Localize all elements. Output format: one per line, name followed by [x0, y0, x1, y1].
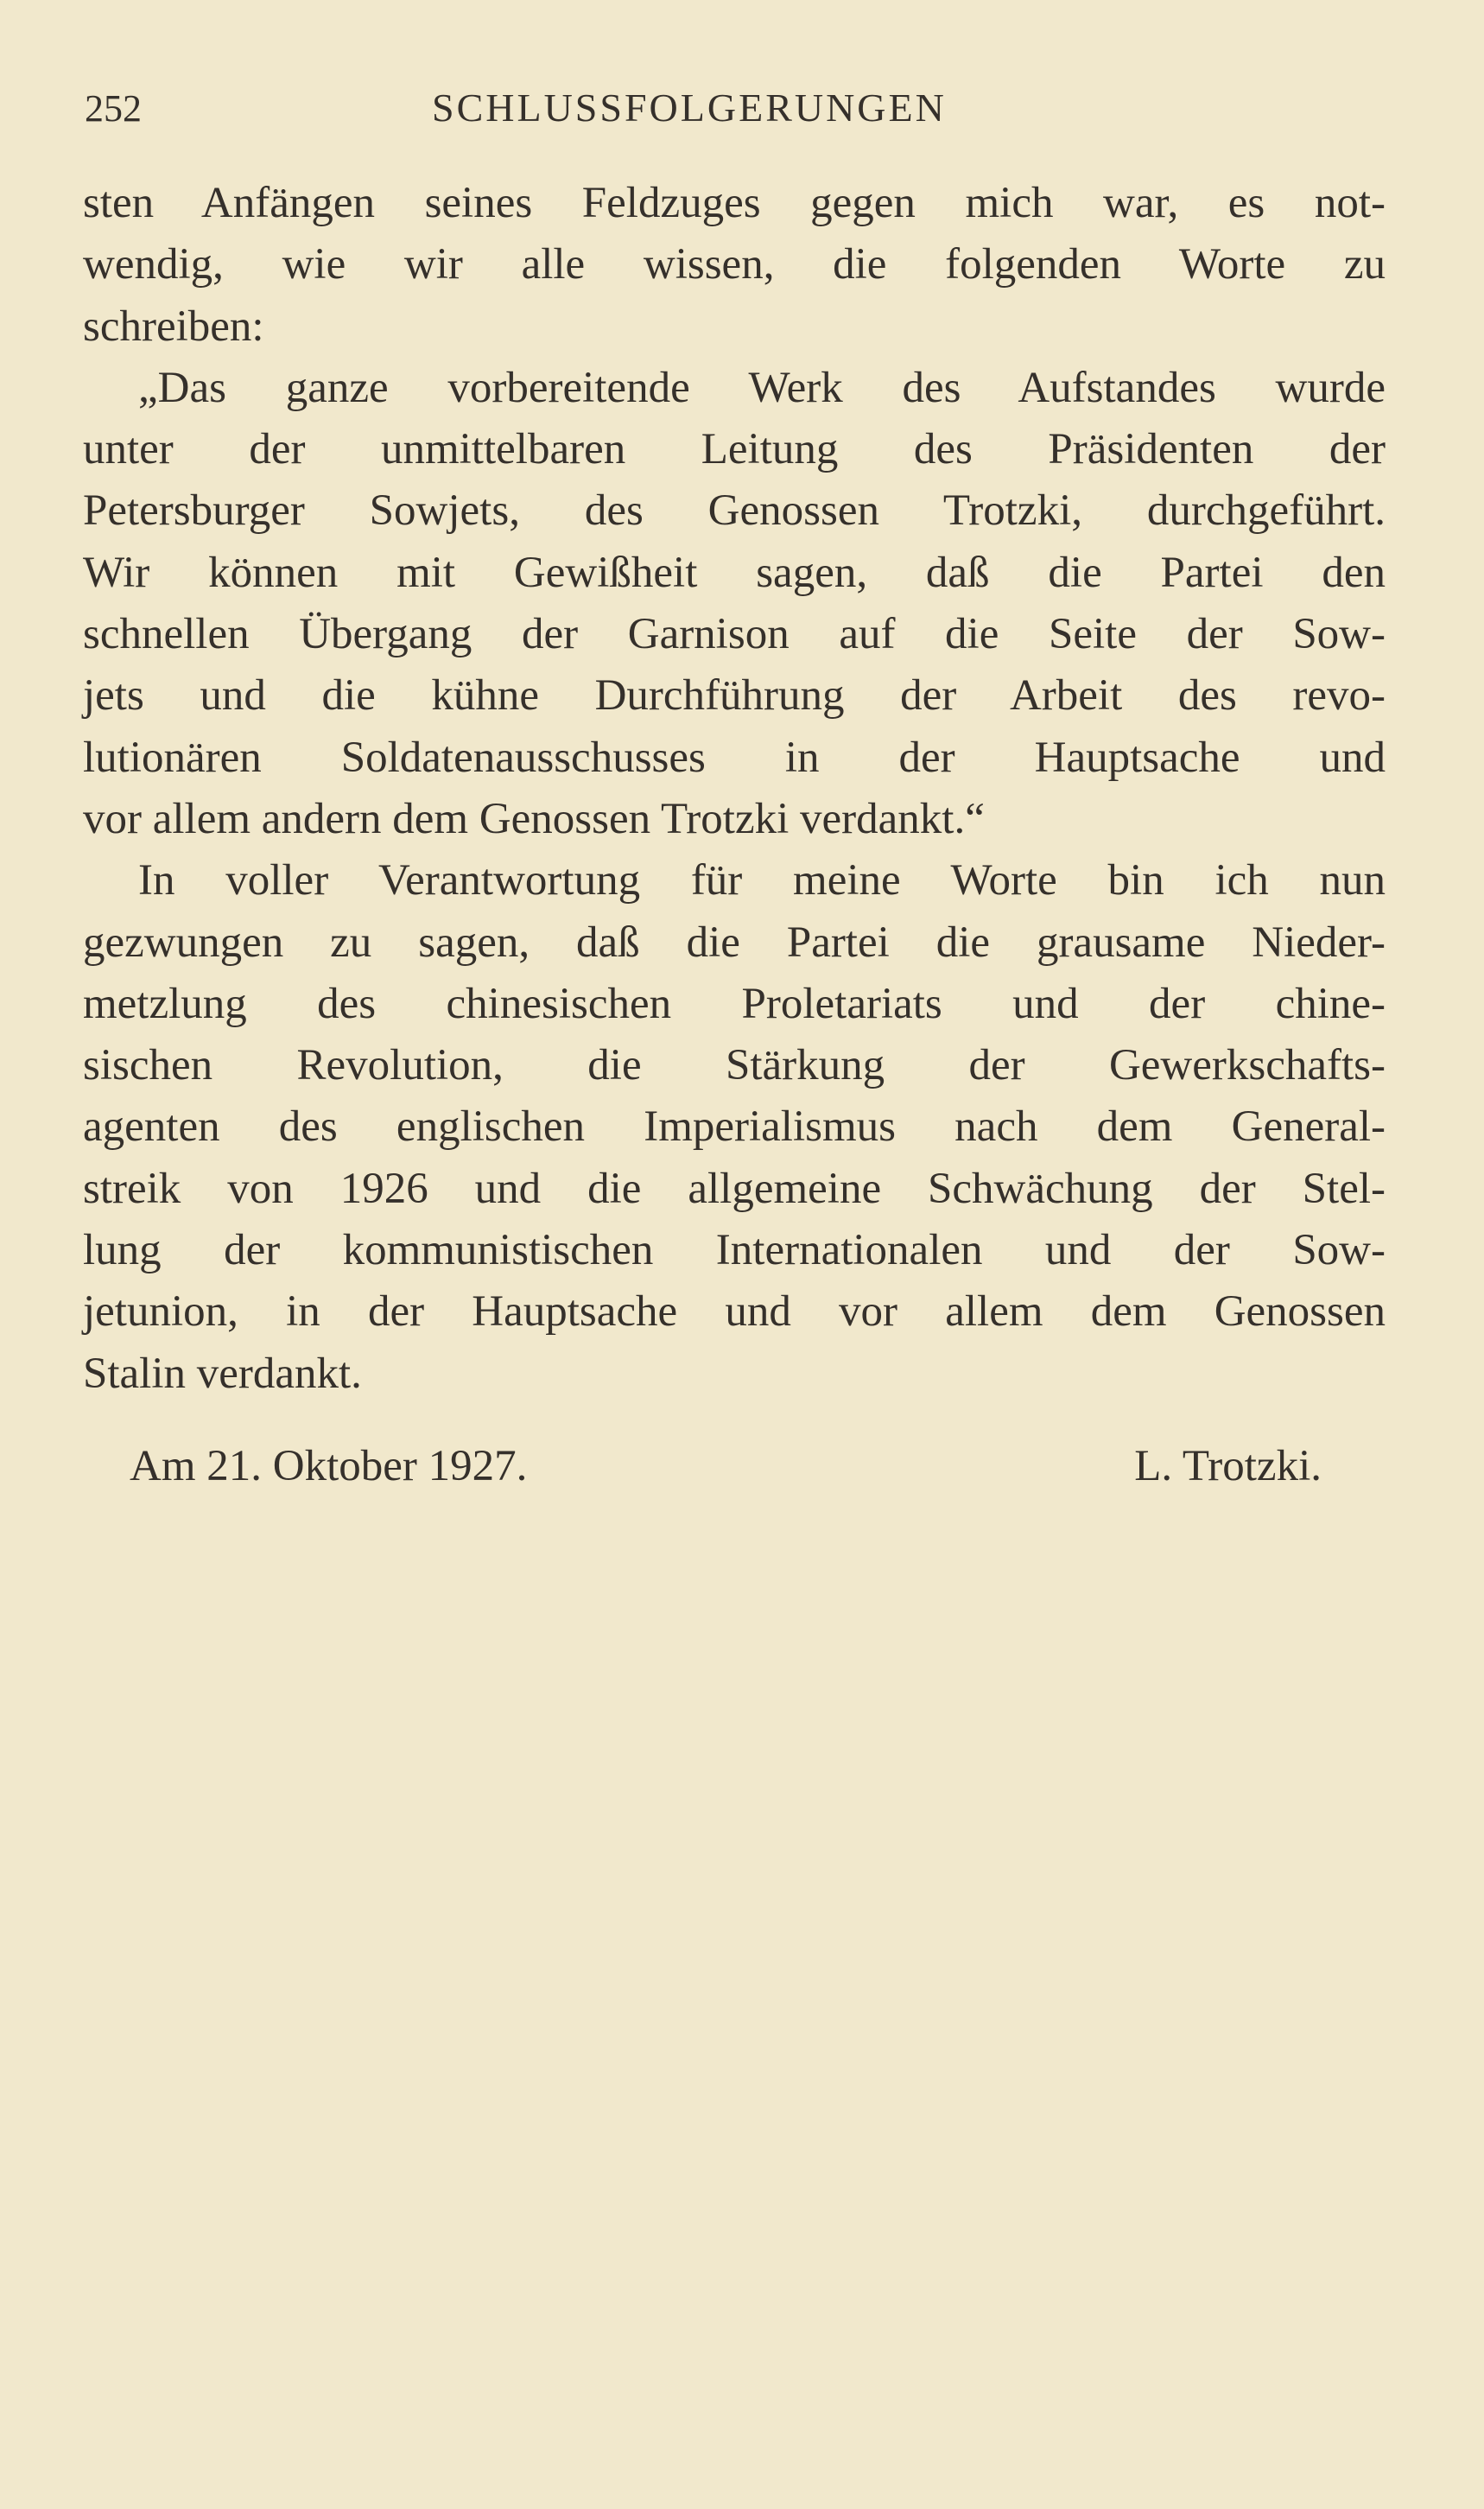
running-title: SCHLUSSFOLGERUNGEN — [432, 86, 947, 130]
text-line: jets und die kühne Durchführung der Arbeit des revo- — [83, 671, 1386, 721]
text-line: Petersburger Sowjets, des Genossen Trotzki, durchgeführt. — [83, 486, 1386, 536]
text-line: jetunion, in der Hauptsache und vor allem dem Genossen — [83, 1287, 1386, 1337]
text-line: lutionären Soldatenausschusses in der Hauptsache und — [83, 733, 1386, 782]
page-number: 252 — [85, 87, 142, 130]
text-line: In voller Verantwortung für meine Worte bin ich nun — [138, 856, 1386, 905]
body-text — [83, 173, 1386, 1405]
text-line: lung der kommunistischen Internationalen und der Sow- — [83, 1226, 1386, 1275]
text-line: sten Anfängen seines Feldzuges gegen mich war, es not- — [83, 179, 1386, 227]
text-line: Stalin verdankt. — [83, 1349, 362, 1398]
closing-line — [130, 1441, 1322, 1491]
text-line: schreiben: — [83, 302, 264, 351]
text-line: wendig, wie wir alle wissen, die folgenden Worte zu — [83, 240, 1386, 289]
text-line: schnellen Übergang der Garnison auf die Seite der Sow- — [83, 610, 1386, 659]
signature: L. Trotzki. — [1134, 1442, 1322, 1490]
text-line: agenten des englischen Imperialismus nach dem General- — [83, 1102, 1386, 1152]
text-line: vor allem andern dem Genossen Trotzki verdankt.“ — [83, 794, 985, 843]
text-line: gezwungen zu sagen, daß die Partei die grausame Nieder- — [83, 918, 1386, 967]
text-line: Wir können mit Gewißheit sagen, daß die Partei den — [83, 548, 1386, 597]
text-line: metzlung des chinesischen Proletariats und der chine- — [83, 979, 1386, 1028]
text-line: sischen Revolution, die Stärkung der Gewerkschafts- — [83, 1041, 1386, 1090]
text-line: streik von 1926 und die allgemeine Schwächung der Stel- — [83, 1164, 1386, 1213]
closing-date: Am 21. Oktober 1927. — [130, 1442, 528, 1490]
text-line: „Das ganze vorbereitende Werk des Aufstandes wurde — [138, 363, 1386, 412]
text-line: unter der unmittelbaren Leitung des Präsidenten der — [83, 425, 1386, 474]
